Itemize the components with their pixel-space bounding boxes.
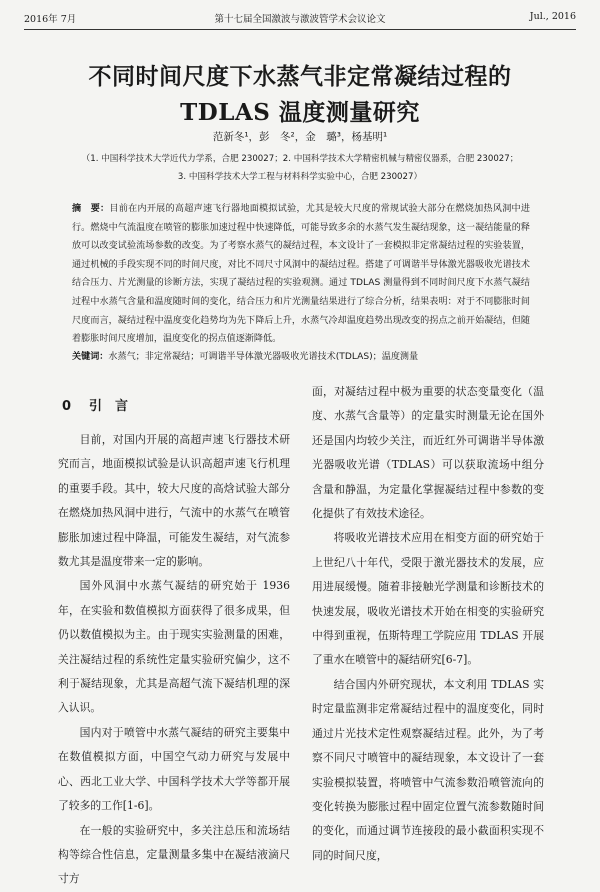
running-header — [24, 11, 576, 25]
keywords-label: 关键词： — [72, 352, 109, 362]
paragraph: 目前，对国内开展的高超声速飞行器技术研究而言，地面模拟试验是认识高超声速飞行机理的重要手段。其中，较大尺度的高焓试验大部分在燃烧加热风洞中进行，气流中的水蒸气在喷管膨胀加速过程中降温，可能发生凝结，对气流参数尤其是温度带来一定的影响。 — [58, 433, 290, 569]
paragraph: 国外风洞中水蒸气凝结的研究始于 1936 年，在实验和数值模拟方面获得了很多成果，但仍以数值模拟为主。由于现实实验测量的困难，关注凝结过程的系统性定量实验研究偏少，这不利于凝结现象，尤其是高超气流下凝结机理的深入认识。 — [58, 579, 290, 715]
paper-title-line2: TDLAS 温度测量研究 — [180, 99, 420, 126]
paper-title-line1: 不同时间尺度下水蒸气非定常凝结过程的 — [88, 63, 512, 90]
header-date: 2016年 7月 — [24, 14, 77, 25]
left-column — [58, 428, 290, 892]
header-date-en: Jul., 2016 — [529, 11, 576, 22]
affiliation-line2: 3. 中国科学技术大学工程与材料科学实验中心，合肥 230027） — [177, 172, 423, 182]
author-list: 范新冬¹，彭 冬²，金 璐³，杨基明¹ — [212, 131, 388, 143]
paragraph: 将吸收光谱技术应用在相变方面的研究始于上世纪八十年代，受限于激光器技术的发展，应用进展缓慢。随着非接触光学测量和诊断技术的快速发展，吸收光谱技术开始在相变的实验研究中得到重视，伍斯特理工学院应用 TDLAS 开展了重水在喷管中的凝结研究[6-7]。 — [312, 531, 544, 667]
section-heading — [62, 395, 146, 414]
abstract-text: 目前在内开展的高超声速飞行器地面模拟试验，尤其是较大尺度的常规试验大部分在燃烧加热风洞中进行。燃烧中气流温度在喷管的膨胀加速过程中快速降低，可能导致多余的水蒸气发生凝结现象，这一凝结能量的释放可以改变试验流场参数的改变。为了考察水蒸气的凝结过程，本文设计了一套模拟非定常凝结过程的实验装置，通过机械的手段实现不同的时间尺度，对比不同尺寸风洞中的凝结过程。搭建了可调谐半导体激光器吸收光谱技术结合压力、片光测量的诊断方法，实现了凝结过程的实验观测。通过 TDLAS 测量得到不同时间尺度下水蒸气凝结过程中水蒸气含量和温度随时间的变化，结合压力和片光测量结果进行了综合分析，结果表明：对于不同膨胀时间尺度而言，凝结过程中温度变化趋势均为先下降后上升，水蒸气冷却温度趋势出现改变的拐点之前开始凝结，但随着膨胀时间尺度增加，温度变化的拐点值逐渐降低。 — [72, 204, 530, 345]
section-title: 引 言 — [89, 399, 129, 414]
section-number: 0 — [62, 399, 72, 414]
right-column — [312, 380, 544, 868]
keywords — [72, 349, 530, 362]
paragraph: 面，对凝结过程中极为重要的状态变量变化（温度、水蒸气含量等）的定量实时测量无论在国外还是国内均较少关注，而近红外可调谐半导体激光器吸收光谱（TDLAS）可以获取流场中组分含量和静温，为定量化掌握凝结过程中参数的变化提供了有效技术途径。 — [312, 385, 544, 521]
paragraph: 结合国内外研究现状，本文利用 TDLAS 实时定量监测非定常凝结过程中的温度变化，同时通过片光技术定性观察凝结过程。此外，为了考察不同尺寸喷管中的凝结现象，本文设计了一套实验模拟装置，将喷管中气流参数沿喷管流向的变化转换为膨胀过程中固定位置气流参数随时间的变化，而通过调节连接段的最小截面积实现不同的时间尺度， — [312, 677, 544, 862]
paragraph: 国内对于喷管中水蒸气凝结的研究主要集中在数值模拟方面，中国空气动力研究与发展中心、西北工业大学、中国科学技术大学等都开展了较多的工作[1-6]。 — [58, 725, 290, 813]
paragraph: 在一般的实验研究中，多关注总压和流场结构等综合性信息，定量测量多集中在凝结液滴尺寸方 — [58, 823, 290, 886]
abstract-label: 摘 要： — [72, 204, 110, 214]
header-rule — [24, 29, 576, 30]
header-conference: 第十七届全国激波与激波管学术会议论文 — [214, 14, 386, 25]
keywords-text: 水蒸气；非定常凝结；可调谐半导体激光器吸收光谱技术(TDLAS)；温度测量 — [108, 352, 419, 362]
abstract — [72, 200, 530, 349]
affiliation-line1: （1. 中国科学技术大学近代力学系，合肥 230027；2. 中国科学技术大学精密机械与精密仪器系，合肥 230027； — [81, 154, 519, 164]
